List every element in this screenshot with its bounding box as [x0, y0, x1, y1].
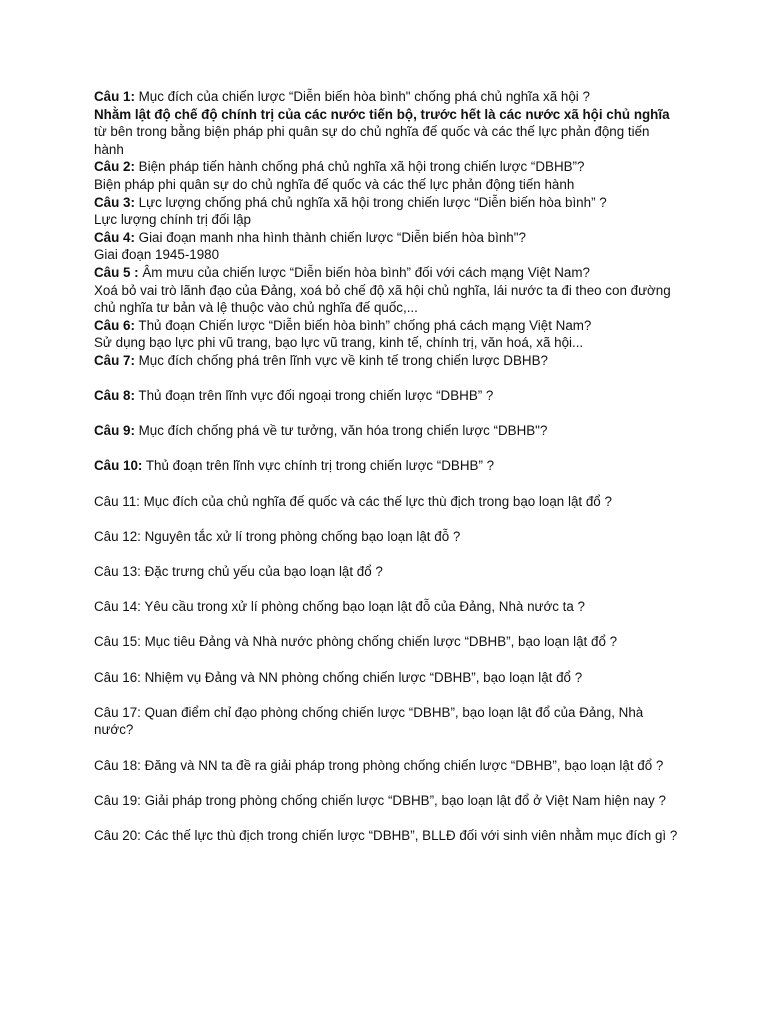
question-label: Câu 19:: [94, 792, 141, 808]
question-5: [94, 264, 682, 282]
question-item-3: [94, 194, 682, 229]
question-14: [94, 598, 682, 616]
question-12: [94, 528, 682, 546]
question-2: [94, 158, 682, 176]
question-item-5: [94, 264, 682, 317]
question-text: Các thế lực thù địch trong chiến lược “DBHB”, BLLĐ đối với sinh viên nhằm mục đích gì ?: [140, 827, 678, 843]
question-label: Câu 5 :: [94, 264, 139, 280]
question-label: Câu 11:: [94, 493, 140, 509]
question-3: [94, 194, 682, 212]
question-label: Câu 8:: [94, 388, 135, 404]
spacer: [94, 510, 682, 528]
question-text: Mục đích của chiến lược “Diễn biến hòa bình" chống phá chủ nghĩa xã hội ?: [134, 89, 590, 104]
question-label-sep: :: [130, 89, 135, 104]
question-9: [94, 422, 682, 440]
question-text: Lực lượng chống phá chủ nghĩa xã hội trong chiến lược “Diễn biến hòa bình” ?: [134, 194, 607, 210]
question-label: Câu 10:: [94, 458, 143, 474]
question-item-9: [94, 422, 682, 440]
question-16: [94, 669, 682, 687]
question-label: Câu 4:: [94, 229, 135, 245]
spacer: [94, 405, 682, 423]
question-item-17: [94, 704, 682, 739]
question-text: Mục đích chống phá về tư tưởng, văn hóa trong chiến lược “DBHB"?: [134, 423, 548, 439]
question-label: Câu 9:: [94, 423, 135, 439]
question-7: [94, 352, 682, 370]
document-page: [94, 88, 682, 845]
question-text: Đăng và NN ta đề ra giải pháp trong phòng chống chiến lược “DBHB”, bạo loạn lật đổ ?: [140, 757, 664, 773]
answer-5: Xoá bỏ vai trò lãnh đạo của Đảng, xoá bỏ chế độ xã hội chủ nghĩa, lái nước ta đi theo con đường chủ nghĩa tư bản và lệ thuộc vào chủ nghĩa đế quốc,...: [94, 282, 671, 316]
question-text: Quan điểm chỉ đạo phòng chống chiến lược “DBHB”, bạo loạn lật đổ của Đảng, Nhà nước?: [94, 704, 644, 738]
question-item-20: [94, 827, 682, 845]
question-text: Giải pháp trong phòng chống chiến lược “DBHB”, bạo loạn lật đổ ở Việt Nam hiện nay ?: [140, 792, 666, 808]
question-label: Câu 20:: [94, 827, 141, 843]
question-text: Mục đích của chủ nghĩa đế quốc và các thế lực thù địch trong bạo loạn lật đổ ?: [139, 493, 612, 509]
question-item-11: [94, 493, 682, 511]
question-text: Thủ đoạn trên lĩnh vực đối ngoại trong chiến lược “DBHB” ?: [134, 388, 494, 404]
question-item-16: [94, 669, 682, 687]
question-label: Câu 18:: [94, 757, 141, 773]
question-item-12: [94, 528, 682, 546]
spacer: [94, 370, 682, 388]
question-item-7: [94, 352, 682, 370]
question-label: Câu 6:: [94, 317, 135, 333]
question-item-8: [94, 387, 682, 405]
question-item-13: [94, 563, 682, 581]
question-label: Câu 1: [94, 89, 131, 104]
question-label: Câu 12:: [94, 528, 141, 544]
answer-3: Lực lượng chính trị đối lập: [94, 212, 251, 228]
question-text: Nguyên tắc xử lí trong phòng chống bạo loạn lật đỗ ?: [140, 528, 461, 544]
question-label: Câu 13:: [94, 564, 141, 580]
question-label: Câu 7:: [94, 352, 135, 368]
question-item-2: [94, 158, 682, 193]
question-item-18: [94, 757, 682, 775]
question-4: [94, 229, 682, 247]
spacer: [94, 774, 682, 792]
spacer: [94, 739, 682, 757]
spacer: [94, 651, 682, 669]
question-1: [94, 88, 682, 106]
question-item-15: [94, 633, 682, 651]
question-8: [94, 387, 682, 405]
question-19: [94, 792, 682, 810]
spacer: [94, 475, 682, 493]
question-label: Câu 16:: [94, 669, 141, 685]
spacer: [94, 809, 682, 827]
question-text: Yêu cầu trong xử lí phòng chống bạo loạn lật đỗ của Đảng, Nhà nước ta ?: [140, 599, 586, 615]
question-label: Câu 15:: [94, 634, 141, 650]
question-item-19: [94, 792, 682, 810]
spacer: [94, 686, 682, 704]
answer-6: Sử dụng bạo lực phi vũ trang, bạo lực vũ trang, kinh tế, chính trị, văn hoá, xã hội...: [94, 335, 584, 351]
answer-1: từ bên trong bằng biện pháp phi quân sự do chủ nghĩa đế quốc và các thế lực phản động tiến hành: [94, 124, 650, 157]
question-20: [94, 827, 682, 845]
question-label: Câu 17:: [94, 704, 141, 720]
question-item-10: [94, 457, 682, 475]
answer-2: Biện pháp phi quân sự do chủ nghĩa đế quốc và các thế lực phản động tiến hành: [94, 176, 575, 192]
question-label: Câu 14:: [94, 599, 141, 615]
question-text: Âm mưu của chiến lược “Diễn biến hòa bình” đối với cách mạng Việt Nam?: [138, 264, 590, 280]
question-item-4: [94, 229, 682, 264]
question-text: Nhiệm vụ Đảng và NN phòng chống chiến lược “DBHB”, bạo loạn lật đổ ?: [140, 669, 583, 685]
spacer: [94, 581, 682, 599]
question-text: Thủ đoạn Chiến lược “Diễn biến hòa bình” chống phá cách mạng Việt Nam?: [134, 317, 592, 333]
question-18: [94, 757, 682, 775]
question-13: [94, 563, 682, 581]
question-17: [94, 704, 682, 739]
question-15: [94, 633, 682, 651]
question-item-6: [94, 317, 682, 352]
answer-4: Giai đoạn 1945-1980: [94, 247, 220, 263]
question-item-1: [94, 88, 682, 158]
question-label: Câu 2:: [94, 159, 135, 175]
question-label: Câu 3:: [94, 194, 135, 210]
question-text: Đặc trưng chủ yếu của bạo loạn lật đổ ?: [140, 564, 383, 580]
spacer: [94, 440, 682, 458]
question-text: Biện pháp tiến hành chống phá chủ nghĩa xã hội trong chiến lược “DBHB”?: [134, 159, 585, 175]
spacer: [94, 616, 682, 634]
question-item-14: [94, 598, 682, 616]
question-11: [94, 493, 682, 511]
answer-1-bold: Nhằm lật độ chế độ chính trị của các nước tiến bộ, trước hết là các nước xã hội chủ nghĩa: [94, 106, 670, 122]
question-text: Thủ đoạn trên lĩnh vực chính trị trong chiến lược “DBHB” ?: [142, 458, 495, 474]
spacer: [94, 545, 682, 563]
question-6: [94, 317, 682, 335]
question-10: [94, 457, 682, 475]
question-text: Mục đích chống phá trên lĩnh vực về kinh tế trong chiến lược DBHB?: [134, 352, 548, 368]
question-text: Mục tiêu Đảng và Nhà nước phòng chống chiến lược “DBHB”, bạo loạn lật đổ ?: [140, 634, 618, 650]
question-text: Giai đoạn manh nha hình thành chiến lược “Diễn biến hòa bình"?: [134, 229, 526, 245]
